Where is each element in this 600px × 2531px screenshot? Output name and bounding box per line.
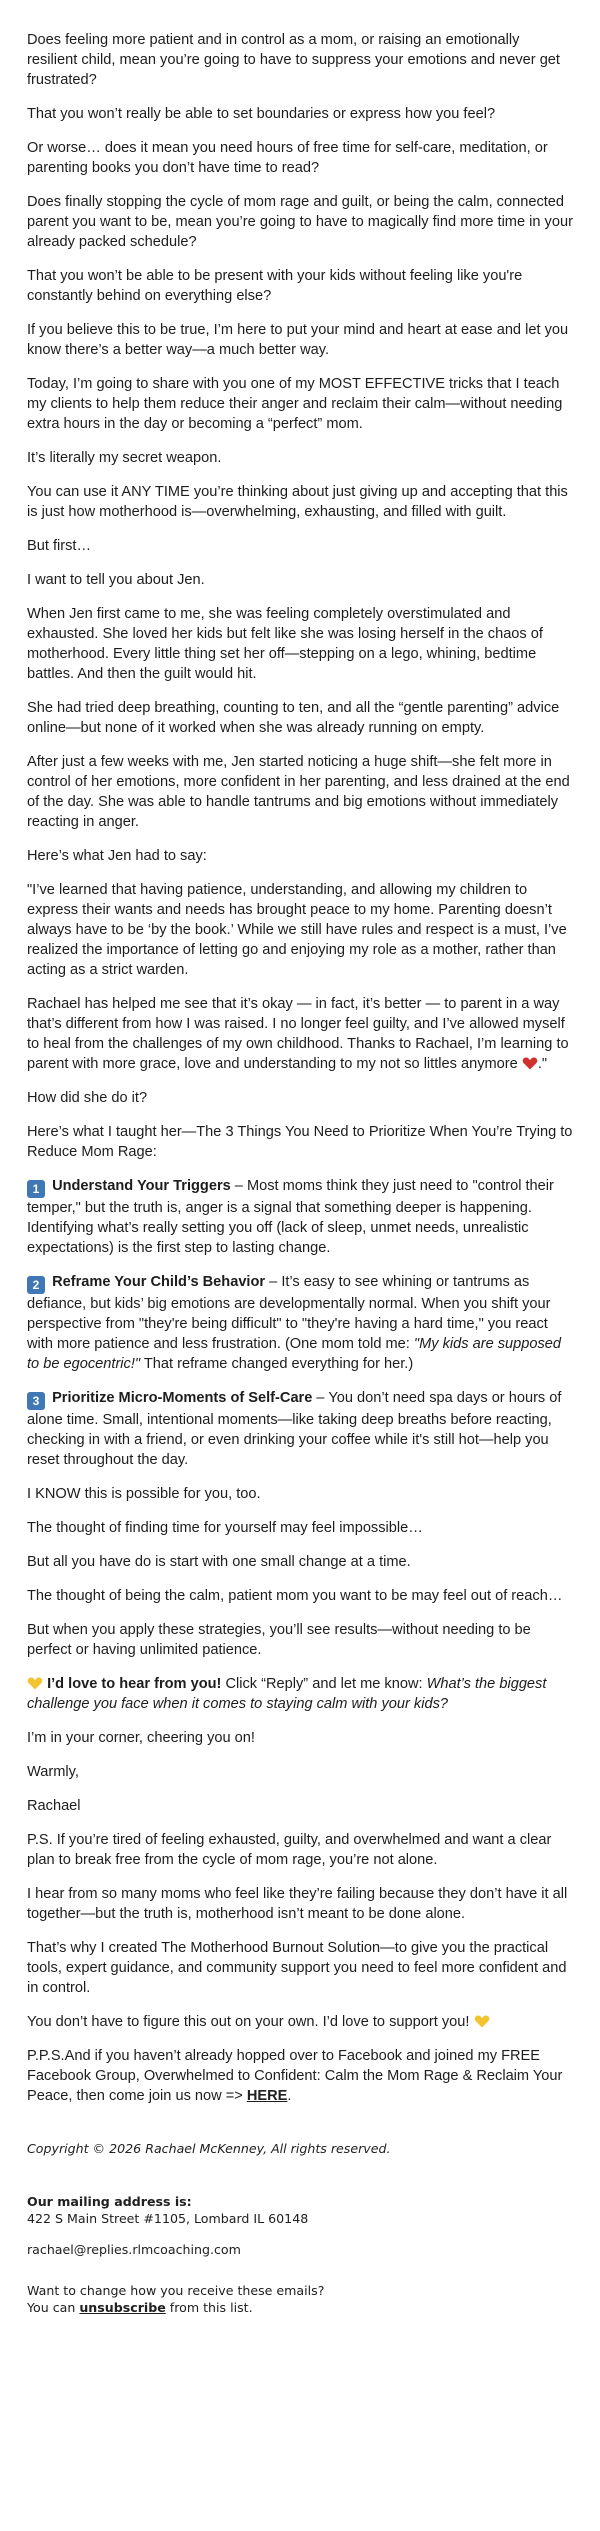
paragraph: If you believe this to be true, I’m here to put your mind and heart at ease and let you know there’s a better way—a much better way. [27,322,569,358]
paragraph-text: P.P.S.And if you haven’t already hopped over to Facebook and joined my FREE Facebook Group, Overwhelmed to Confident: Calm the Mom Rage & Reclaim Your Peace, then come join us now => [27,2048,563,2104]
tip-item [27,1388,573,1470]
testimonial-paragraph: "I’ve learned that having patience, understanding, and allowing my children to express their wants and needs has brought peace to my home. Parenting doesn’t always have to be ‘by the book.’ While we still have rules and respect is a must, I’ve realized the importance of letting go and enjoying my role as a mother, rather than acting as a strict warden. [27,882,567,978]
paragraph: Does feeling more patient and in control as a mom, or raising an emotionally resilient child, mean you’re going to have to suppress your emotions and never get frustrated? [27,32,560,88]
paragraph: She had tried deep breathing, counting to ten, and all the “gentle parenting” advice online—but none of it worked when she was already running on empty. [27,700,560,736]
paragraph: I KNOW this is possible for you, too. [27,1486,261,1502]
change-line: Want to change how you receive these emails? [27,2283,325,2298]
paragraph-end: . [287,2088,292,2104]
paragraph: P.S. If you’re tired of feeling exhausted, guilty, and overwhelmed and want a clear plan to break free from the cycle of mom rage, you’re not alone. [27,1832,552,1868]
paragraph-text: You don’t have to figure this out on your own. I’d love to support you! [27,2014,470,2030]
paragraph: Does finally stopping the cycle of mom rage and guilt, or being the calm, connected parent you want to be, mean you’re going to have to magically find more time in your already packed schedule? [27,194,573,250]
paragraph: Here’s what I taught her—The 3 Things You Need to Prioritize When You’re Trying to Reduce Mom Rage: [27,1124,573,1160]
tip-item [27,1272,573,1374]
tip-body: – You don’t need spa days or hours of alone time. Small, intentional moments—like taking deep breaths before reacting, checking in with a friend, or even drinking your coffee while it's still hot—help you reset throughout the day. [27,1390,562,1468]
paragraph: I hear from so many moms who feel like they’re failing because they don’t have it all together—but the truth is, motherhood isn’t meant to be done alone. [27,1886,568,1922]
red-heart-icon [522,1055,538,1071]
cta-question: What’s the biggest challenge you face when it comes to staying calm with your kids? [27,1676,547,1712]
cta-paragraph [27,1674,573,1714]
paragraph [27,2012,573,2032]
paragraph: When Jen first came to me, she was feeling completely overstimulated and exhausted. She loved her kids but felt like she was losing herself in the chaos of motherhood. Every little thing set her off—stepping on a lego, whining, bedtime battles. And then the guilt would hit. [27,606,543,682]
preferences-text [27,2282,573,2316]
mailing-address: 422 S Main Street #1105, Lombard IL 60148 [27,2211,309,2226]
tip-title: Understand Your Triggers [52,1178,231,1194]
paragraph: It’s literally my secret weapon. [27,450,222,466]
yellow-heart-icon [27,1675,43,1691]
paragraph: But all you have do is start with one small change at a time. [27,1554,411,1570]
paragraph [27,2046,573,2106]
facebook-group-link[interactable]: HERE [246,2088,288,2104]
tip-title: Reframe Your Child’s Behavior [52,1274,266,1290]
reply-email: rachael@replies.rlmcoaching.com [27,2242,241,2257]
testimonial-end: ." [537,1056,548,1072]
paragraph: Or worse… does it mean you need hours of free time for self-care, meditation, or parenting books you don’t have time to read? [27,140,548,176]
paragraph: Today, I’m going to share with you one of my MOST EFFECTIVE tricks that I teach my clients to help them reduce their anger and reclaim their calm—without needing extra hours in the day or becoming a “perfect” mom. [27,376,563,432]
paragraph: The thought of finding time for yourself may feel impossible… [27,1520,423,1536]
paragraph: The thought of being the calm, patient mom you want to be may feel out of reach… [27,1588,563,1604]
can-text: You can [27,2300,80,2315]
paragraph: But first… [27,538,92,554]
paragraph: How did she do it? [27,1090,148,1106]
paragraph: I want to tell you about Jen. [27,572,205,588]
unsubscribe-link[interactable]: unsubscribe [79,2300,166,2315]
paragraph: That’s why I created The Motherhood Burnout Solution—to give you the practical tools, expert guidance, and community support you need to feel more confident and in control. [27,1940,567,1996]
paragraph: You can use it ANY TIME you’re thinking about just giving up and accepting that this is just how motherhood is—overwhelming, exhausting, and filled with guilt. [27,484,568,520]
copyright: Copyright © 2026 Rachael McKenney, All rights reserved. [27,2141,391,2156]
paragraph: That you won’t be able to be present with your kids without feeling like you're constantly behind on everything else? [27,268,523,304]
tip-body-after: That reframe changed everything for her.) [140,1356,414,1372]
from-list-text: from this list [165,2300,249,2315]
paragraph: After just a few weeks with me, Jen started noticing a huge shift—she felt more in control of her emotions, more confident in her parenting, and less drained at the end of the day. She was able to handle tantrums and big emotions without immediately reacting in anger. [27,754,570,830]
email-footer [27,2140,573,2316]
tip-body: – Most moms think they just need to "control their temper," but the truth is, anger is a signal that something deeper is happening. Identifying what’s really setting you off (lack of sleep, unmet needs, unrealistic expectations) is the first step to lasting change. [27,1178,554,1256]
cta-text: Click “Reply” and let me know: [221,1676,427,1692]
number-one-icon: 1 [27,1180,45,1198]
cta-heading: I’d love to hear from you! [47,1676,222,1692]
email-body [27,0,573,2106]
paragraph: Here’s what Jen had to say: [27,848,207,864]
sign-off: Warmly, [27,1764,79,1780]
number-three-icon: 3 [27,1392,45,1410]
tip-body: – It’s easy to see whining or tantrums as defiance, but kids’ big emotions are developmentally normal. When you shift your perspective from "they're being difficult" to "they're having a hard time," you react with more patience and less frustration. (One mom told me: [27,1274,551,1352]
mailing-address-title: Our mailing address is: [27,2194,192,2209]
signature: Rachael [27,1798,81,1814]
number-two-icon: 2 [27,1276,45,1294]
paragraph: I’m in your corner, cheering you on! [27,1730,255,1746]
tip-quote: "My kids are supposed to be egocentric!" [27,1336,562,1372]
yellow-heart-icon [474,2013,490,2029]
testimonial-paragraph [27,994,573,1074]
tip-title: Prioritize Micro-Moments of Self-Care [52,1390,313,1406]
tip-item [27,1176,573,1258]
paragraph: That you won’t really be able to set boundaries or express how you feel? [27,106,496,122]
period-text: . [248,2300,253,2315]
paragraph: But when you apply these strategies, you’ll see results—without needing to be perfect or having unlimited patience. [27,1622,531,1658]
testimonial-text: Rachael has helped me see that it’s okay — in fact, it’s better — to parent in a way that’s different from how I was raised. I no longer feel guilty, and I’ve allowed myself to heal from the challenges of my own childhood. Thanks to Rachael, I’m learning to parent with more grace, love and understanding to my not so littles anymore [27,996,569,1072]
